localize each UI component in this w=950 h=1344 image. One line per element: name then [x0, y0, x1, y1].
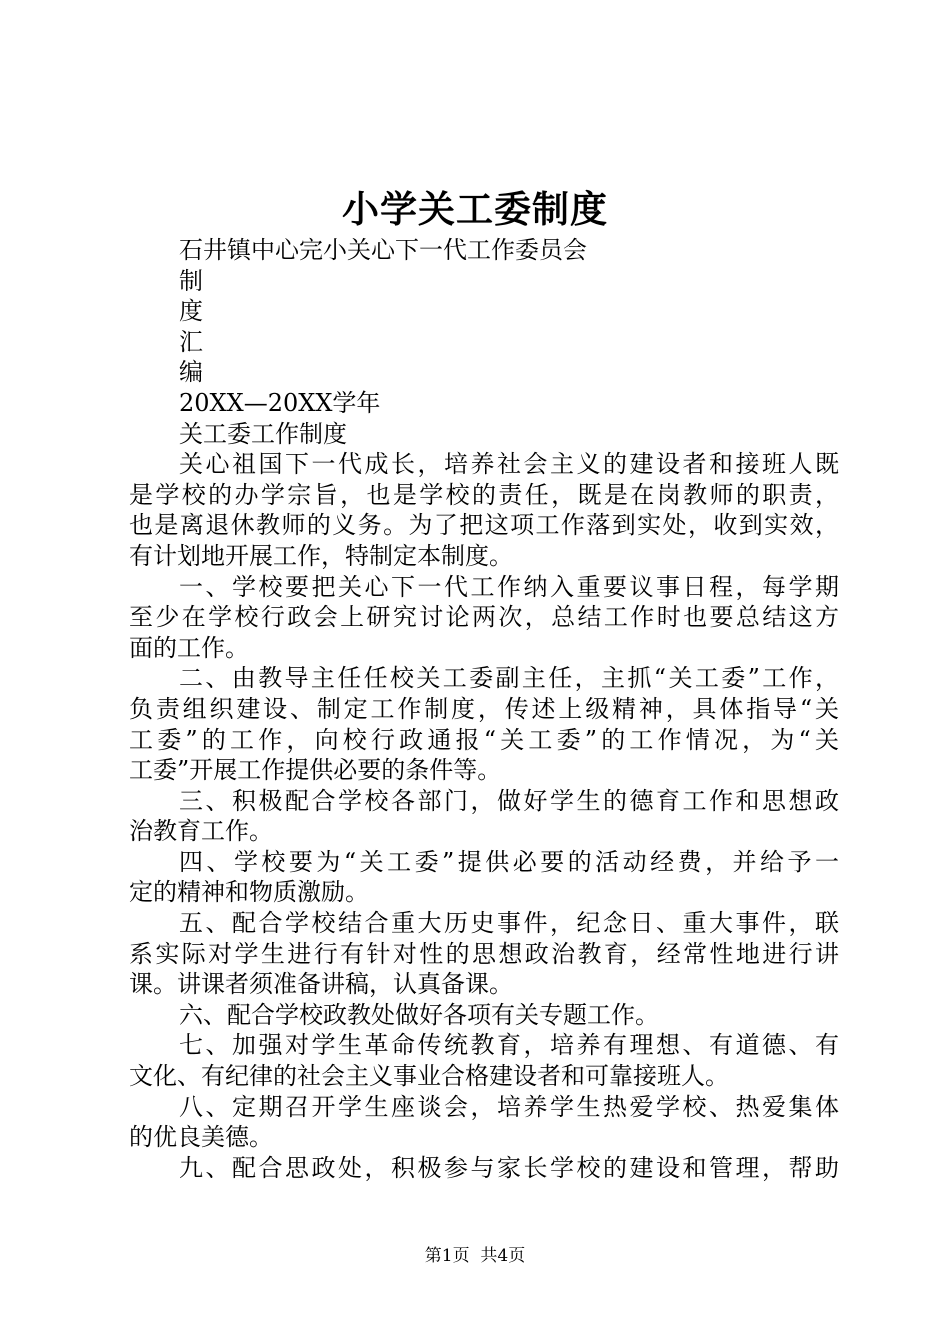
paragraph — [129, 1153, 839, 1184]
header-char-line: 汇 — [179, 327, 203, 356]
paragraph-line: 系实际对学生进行有针对性的思想政治教育，经常性地进行讲 — [129, 939, 839, 968]
paragraph-line: 七、加强对学生革命传统教育，培养有理想、有道德、有 — [179, 1031, 839, 1060]
paragraph-line: 面的工作。 — [129, 633, 249, 662]
paragraph-line: 六、配合学校政教处做好各项有关专题工作。 — [179, 1000, 659, 1029]
paragraph — [129, 908, 839, 1000]
paragraph — [129, 786, 839, 847]
paragraph-line: 四、学校要为“关工委”提供必要的活动经费，并给予一 — [179, 847, 839, 876]
page-number: 第1页 共4页 — [424, 1246, 526, 1266]
paragraph-list — [129, 449, 839, 1183]
paragraph-line: 文化、有纪律的社会主义事业合格建设者和可靠接班人。 — [129, 1062, 729, 1091]
paragraph-line: 关心祖国下一代成长，培养社会主义的建设者和接班人既 — [179, 450, 839, 479]
school-year-line: 20XX—20XX学年 — [179, 388, 381, 417]
paragraph-line: 五、配合学校结合重大历史事件，纪念日、重大事件，联 — [179, 909, 839, 938]
paragraph — [129, 847, 839, 908]
paragraph-line: 三、积极配合学校各部门，做好学生的德育工作和思想政 — [179, 786, 839, 815]
paragraph-line: 八、定期召开学生座谈会，培养学生热爱学校、热爱集体 — [179, 1092, 839, 1121]
paragraph-line: 是学校的办学宗旨，也是学校的责任，既是在岗教师的职责， — [129, 480, 839, 509]
paragraph-line: 治教育工作。 — [129, 817, 273, 846]
document-body — [129, 235, 839, 1183]
paragraph — [129, 1000, 839, 1031]
paragraph-line: 一、学校要把关心下一代工作纳入重要议事日程，每学期 — [179, 572, 839, 601]
paragraph-line: 负责组织建设、制定工作制度，传述上级精神，具体指导“关 — [129, 694, 839, 723]
paragraph-line: 至少在学校行政会上研究讨论两次，总结工作时也要总结这方 — [129, 603, 839, 632]
paragraph-line: 有计划地开展工作，特制定本制度。 — [129, 541, 513, 570]
paragraph-line: 定的精神和物质激励。 — [129, 878, 369, 907]
paragraph — [129, 1030, 839, 1091]
paragraph — [129, 572, 839, 664]
paragraph-line: 工委”开展工作提供必要的条件等。 — [129, 756, 502, 785]
paragraph-line: 也是离退休教师的义务。为了把这项工作落到实处，收到实效， — [129, 511, 839, 540]
paragraph-line: 二、由教导主任任校关工委副主任，主抓“关工委”工作， — [179, 664, 839, 693]
paragraph-line: 工委”的工作，向校行政通报“关工委”的工作情况，为“关 — [129, 725, 839, 754]
organization-line: 石井镇中心完小关心下一代工作委员会 — [179, 236, 587, 264]
header-char-line: 制 — [179, 266, 203, 295]
section-heading: 关工委工作制度 — [179, 419, 347, 448]
header-char-line: 度 — [179, 297, 203, 326]
paragraph-line: 九、配合思政处，积极参与家长学校的建设和管理，帮助 — [179, 1153, 839, 1182]
paragraph — [129, 1092, 839, 1153]
paragraph — [129, 663, 839, 785]
paragraph — [129, 449, 839, 571]
paragraph-line: 课。讲课者须准备讲稿，认真备课。 — [129, 970, 513, 999]
header-char-line: 编 — [179, 358, 203, 387]
document-title: 小学关工委制度 — [342, 187, 608, 231]
paragraph-line: 的优良美德。 — [129, 1123, 273, 1152]
